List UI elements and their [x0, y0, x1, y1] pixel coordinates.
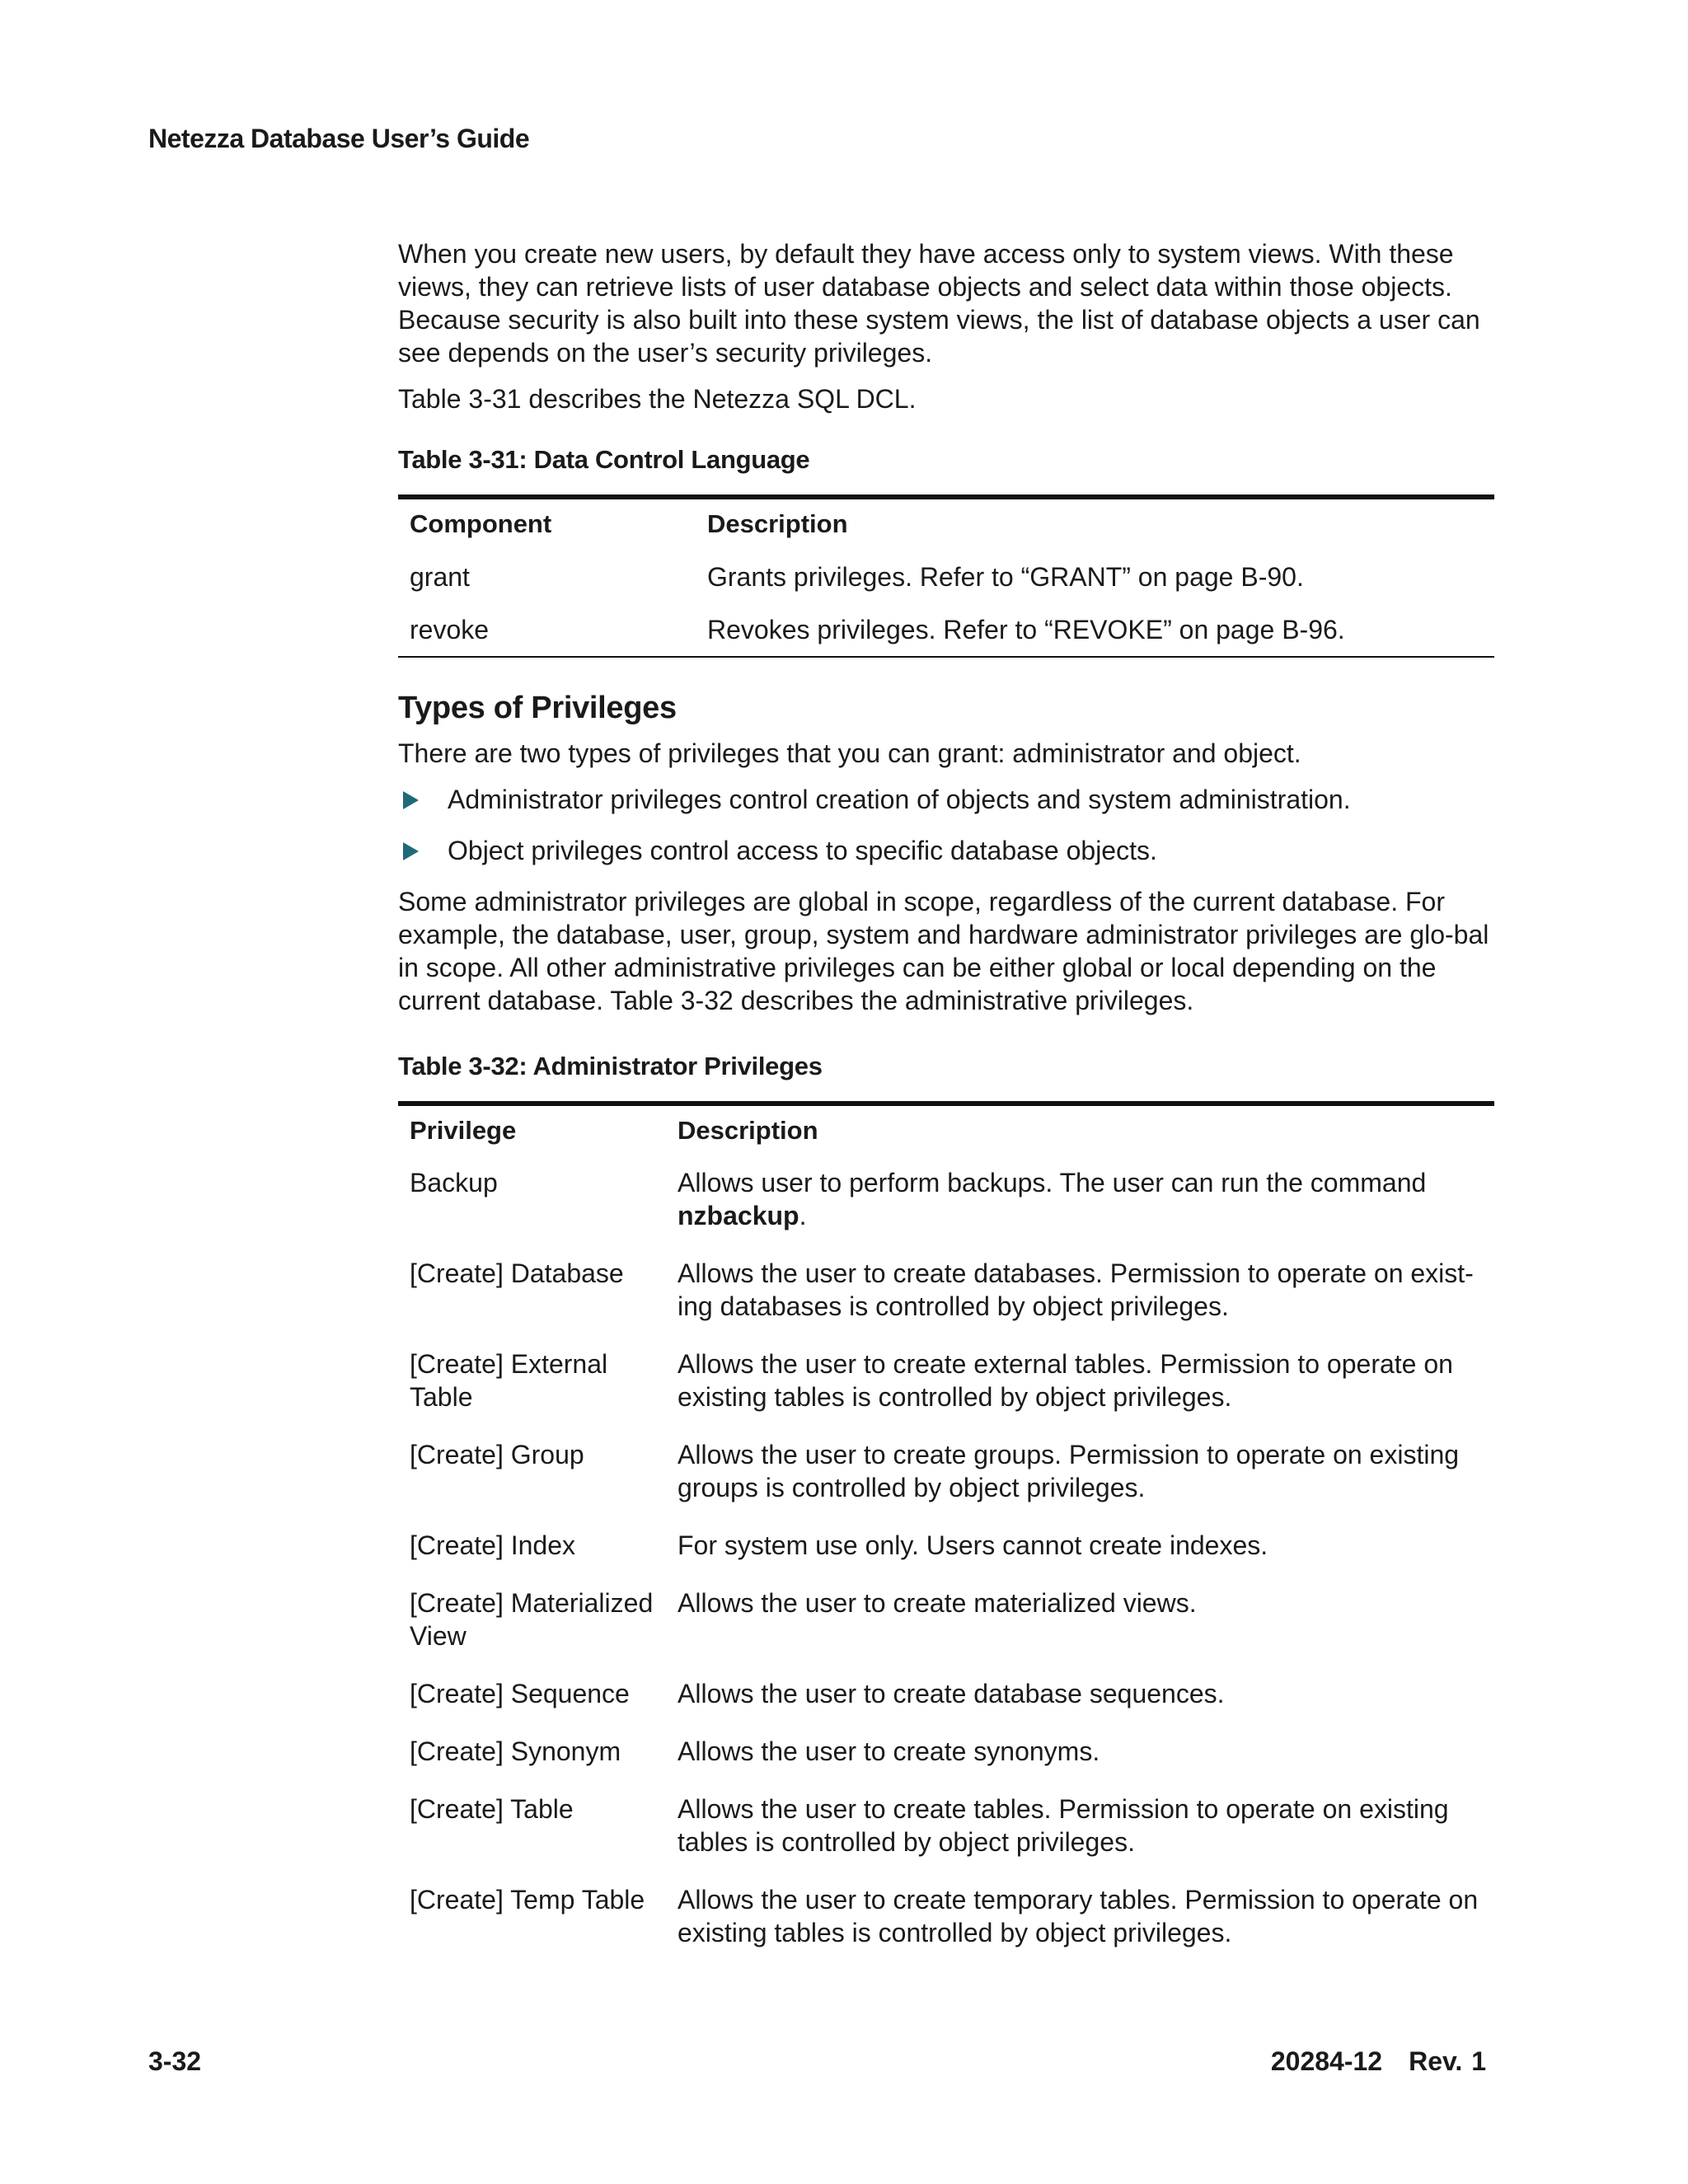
cell-description: Grants privileges. Refer to “GRANT” on page B-90. [707, 562, 1304, 592]
table-header-row [398, 1104, 1494, 1154]
cell-privilege: [Create] Group [410, 1440, 584, 1469]
description-suffix: . [799, 1201, 807, 1230]
table-row [398, 603, 1494, 657]
table-reference-paragraph: Table 3-31 describes the Netezza SQL DCL. [398, 384, 917, 414]
cell-privilege: [Create] Materialized View [410, 1588, 654, 1651]
cell-privilege: [Create] Synonym [410, 1736, 621, 1766]
table-row [398, 551, 1494, 603]
cell-privilege: [Create] Sequence [410, 1679, 630, 1708]
doc-number: 20284-12 [1270, 2046, 1383, 2076]
cell-description: Allows the user to create synonyms. [678, 1736, 1100, 1766]
table-31-caption: Table 3-31: Data Control Language [398, 445, 810, 474]
cell-description: Revokes privileges. Refer to “REVOKE” on page B-96. [707, 615, 1345, 644]
page-number: 3-32 [148, 2046, 202, 2076]
table-row [398, 1154, 1494, 1244]
cell-privilege: [Create] External Table [410, 1349, 608, 1412]
table-row [398, 1244, 1494, 1335]
cell-component: revoke [410, 615, 490, 644]
list-item [398, 834, 1494, 867]
document-id [1271, 2046, 1486, 2077]
section-intro: There are two types of privileges that you can grant: administrator and object. [398, 738, 1301, 768]
cell-description: Allows the user to create materialized views. [678, 1588, 1197, 1618]
list-item [398, 783, 1494, 816]
triangle-bullet-icon [403, 791, 419, 809]
cell-description: Allows the user to create temporary tables. Permission to operate on existing tables is controlled by object privileges. [678, 1885, 1479, 1947]
cell-component: grant [410, 562, 470, 592]
table-row [398, 1426, 1494, 1516]
page-content [398, 237, 1494, 1961]
column-header-privilege: Privilege [410, 1116, 517, 1145]
cell-description: Allows the user to create external tables. Permission to operate on existing tables is controlled by object privileges. [678, 1349, 1453, 1412]
cell-description: Allows the user to create databases. Permission to operate on exist-ing databases is controlled by object privileges. [678, 1258, 1474, 1321]
list-item-text: Administrator privileges control creation of objects and system administration. [448, 785, 1351, 814]
admin-privileges-table [398, 1101, 1494, 1961]
command-name: nzbackup [678, 1201, 799, 1230]
cell-privilege: [Create] Temp Table [410, 1885, 645, 1915]
description-text: Allows user to perform backups. The user can run the command [678, 1168, 1427, 1197]
column-header-description: Description [678, 1116, 818, 1145]
table-row [398, 1780, 1494, 1871]
triangle-bullet-icon [403, 842, 419, 860]
cell-description: Allows the user to create tables. Permission to operate on existing tables is controlled by object privileges. [678, 1794, 1449, 1857]
cell-privilege: [Create] Table [410, 1794, 574, 1824]
table-header-row [398, 497, 1494, 551]
cell-description: Allows the user to create groups. Permission to operate on existing groups is controlled by object privileges. [678, 1440, 1460, 1502]
cell-description: Allows the user to create database sequences. [678, 1679, 1225, 1708]
privilege-types-list [398, 783, 1494, 867]
column-header-component: Component [410, 509, 552, 538]
section-heading: Types of Privileges [398, 691, 677, 725]
dcl-table [398, 494, 1494, 658]
table-row [398, 1335, 1494, 1426]
cell-description [666, 1154, 1494, 1244]
table-row [398, 1665, 1494, 1722]
cell-description: For system use only. Users cannot create indexes. [678, 1530, 1268, 1560]
table-row [398, 1871, 1494, 1961]
running-head-title: Netezza Database User’s Guide [148, 124, 530, 153]
cell-privilege: [Create] Database [410, 1258, 624, 1288]
column-header-description: Description [707, 509, 848, 538]
table-32-caption: Table 3-32: Administrator Privileges [398, 1052, 823, 1080]
table-row [398, 1516, 1494, 1574]
revision: Rev. 1 [1409, 2046, 1486, 2076]
cell-privilege: Backup [410, 1168, 498, 1197]
table-row [398, 1574, 1494, 1665]
scope-paragraph: Some administrator privileges are global in scope, regardless of the current database. For example, the database, user, group, system and hardware administrator privileges are glo-bal in scope. All other administrative privileges can be either global or local depending on the current database. Table 3-32 describes the administrative privileges. [398, 887, 1489, 1015]
list-item-text: Object privileges control access to specific database objects. [448, 836, 1157, 865]
cell-privilege: [Create] Index [410, 1530, 575, 1560]
intro-paragraph: When you create new users, by default they have access only to system views. With these views, they can retrieve lists of user database objects and select data within those objects. Because security is also built into these system views, the list of database objects a user can see depends on the user’s security privileges. [398, 239, 1480, 368]
table-row [398, 1722, 1494, 1780]
